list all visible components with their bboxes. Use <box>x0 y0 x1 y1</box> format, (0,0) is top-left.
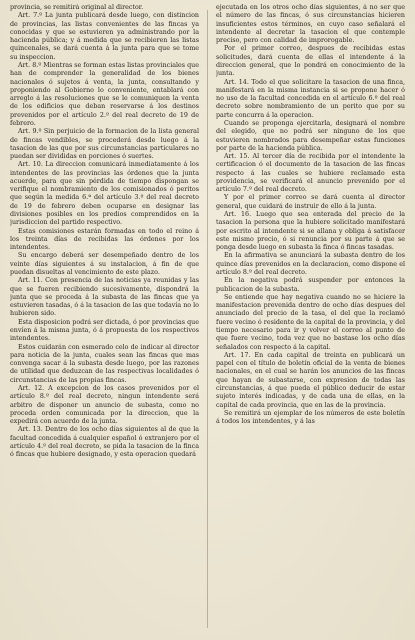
paragraph: Su encargo deberá ser desempeñado dentro de los veinte días siguientes á su instalacion, á fin de que puedan disueltas al vencimiento de este plazo. <box>10 252 199 276</box>
paragraph: Art. 7.º La junta publicará desde luego, con distincion de provincias, las listas convenientes de las fincas ya conocidas y que se estuvieren ya administrando por la hacienda pública; y á medida que se recibieren las listas quincenales, se dará cuenta á la junta para que se tome su inspeccion. <box>10 12 199 61</box>
paragraph: Art. 14. Todo el que solicitare la tasacion de una finca, manifestará en la misma instancia si se propone hacer ó no uso de la facultad concedida en el artículo 6.º del real decreto sobre nombramiento de un perito que por su parte concurra á la operacion. <box>216 78 405 119</box>
paragraph: En la negativa podrá suspender por entonces la publicacion de la subasta. <box>216 277 405 293</box>
paragraph: Cuando se proponga ejercitarla, designará el nombre del elegido, que no podrá ser ninguno de los que estuvieren nombrados para desempeñar estas funciones por parte de la hacienda pública. <box>216 119 405 152</box>
text-columns <box>10 4 405 634</box>
column-divider <box>207 10 208 628</box>
paragraph: provincia, se remitirá original al director. <box>10 4 144 11</box>
left-column <box>10 4 199 634</box>
paragraph: Art. 16. Luego que sea enterada del precio de la tasacion la persona que la hubiere solicitado manifestará por escrito al intendente si se allana y obliga á satisfacer este mismo precio, ó si renuncia por su parte á que se ponga desde luego en subasta la finca ó fincas tasadas. <box>216 211 405 252</box>
paragraph: Esta disposicion podrá ser dictada, ó por provincias que envíen á la misma junta, ó á propuesta de los respectivos intendentes. <box>10 318 199 343</box>
paragraph: Art. 11. Con presencia de las noticias ya reunidas y las que se fueren recibiendo sucesivamente, dispondrá la junta que se proceda á la subasta de las fincas que ya estuvieren tasadas, ó á la tasacion de las que todavía no lo hubieren sido. <box>10 277 199 318</box>
paragraph: Art. 10. La direccion comunicará inmediatamente á los intendentes de las provincias las órdenes que la junta acuerde, para que sin pérdida de tiempo dispongan se verifique el nombramiento de los comisionados ó peritos que según la medida 6.ª del artículo 3.º del real decreto de 19 de febrero deben ocuparse en designar las divisiones posibles en los predios comprendidos en la jurisdiccion del partido respectivo. <box>10 161 199 227</box>
paragraph: Estas comisiones estarán formadas en todo el reino á los treinta días de recibidas las órdenes por los intendentes. <box>10 227 199 252</box>
paragraph: Se entiende que hay negativa cuando no se hiciere la manifestacion prevenida dentro de ocho días despues del anunciado del precio de la tasa, el del que la reclamó fuere vecino ó residente de la capital de la provincia, y del tiempo necesario para ir y volver el correo al punto de que fuere vecino, toda vez que no bastase los ocho días señalados con respecto á la capital. <box>216 293 405 351</box>
right-column <box>216 4 405 634</box>
paragraph: ejecutada en los otros ocho días siguientes, á no ser que el número de las fincas, ó sus circunstancias hicieren insuficientes estos términos, en cuyo caso señalará el intendente al decretar la tasacion el que contemple preciso, pero con calidad de improrogable. <box>216 4 405 45</box>
paragraph: Y por el primer correo se dará cuenta al director general, que cuidará de instruir de ello á la junta. <box>216 194 405 210</box>
paragraph: Estos cuidarán con esmerado celo de indicar al director para noticia de la junta, cuales sean las fincas que mas convenga sacar á la subasta desde luego, por las razones de utilidad que deduzcan de las respectivas localidades ó circunstancias de las propias fincas. <box>10 343 199 384</box>
paragraph: Se remitirá un ejemplar de los números de este boletín á todos los intendentes, y á las <box>216 409 405 426</box>
paragraph: Art. 9.º Sin perjuicio de la formacion de la lista general de fincas vendibles, se procederá desde luego á la tasacion de las que por sus circunstancias particulares no puedan ser divididas en porciones ó suertes. <box>10 128 199 161</box>
paragraph: Art. 12. A excepcion de los casos prevenidos por el artículo 8.º del real decreto, ningun intendente será arbitro de disponer un anuncio de subasta, como no proceda orden comunicada por la direccion, que la expedirá con acuerdo de la junta. <box>10 384 199 426</box>
paragraph: Art. 17. En cada capital de treinta en publicará un papel con el título de boletín oficial de la venta de bienes nacionales, en el cual se harán los anuncios de las fincas que hayan de subastarse, con expresion de todas las circunstancias, á que pueda el público deducir de estar sujeto interés indicadas, y de cada una de ellas, en la capital de cada provincia, que en las de la provincia. <box>216 351 405 409</box>
paragraph: Por el primer correo, despues de recibidas estas solicitudes, dará cuenta de ellas el intendente á la direccion general, que lo pondrá en conocimiento de la junta. <box>216 45 405 78</box>
paragraph: Art. 8.º Mientras se forman estas listas provinciales que han de comprender la generalidad de los bienes nacionales ó sujetos á venta, la junta, consultando y proponiendo al Gobierno lo conveniente, entablará con arreglo á las resoluciones que se le comuniquen la venta de los edificios que deban reservarse á los destinos prevenidos por el artículo 2.º del real decreto de 19 de febrero. <box>10 61 199 127</box>
paragraph: Art. 13. Dentro de los ocho días siguientes al de que la facultad concedida á cualquier español ó extranjero por el artículo 4.º del real decreto, se pida la tasacion de la finca ó fincas que hubiere designado, y esta operacion quedará <box>10 426 199 459</box>
paragraph: En la afirmativa se anunciará la subasta dentro de los quince días prevenidos en la declaracion, como dispone el artículo 8.º del real decreto. <box>216 252 405 276</box>
paragraph: Art. 15. Al tercer día de recibida por el intendente la certificacion ó el documento de la tasacion de las fincas respecto á las cuales se hubiere reclamado esta providencia, se verificará el anuncio prevenido por el artículo 7.º del real decreto. <box>216 153 405 194</box>
